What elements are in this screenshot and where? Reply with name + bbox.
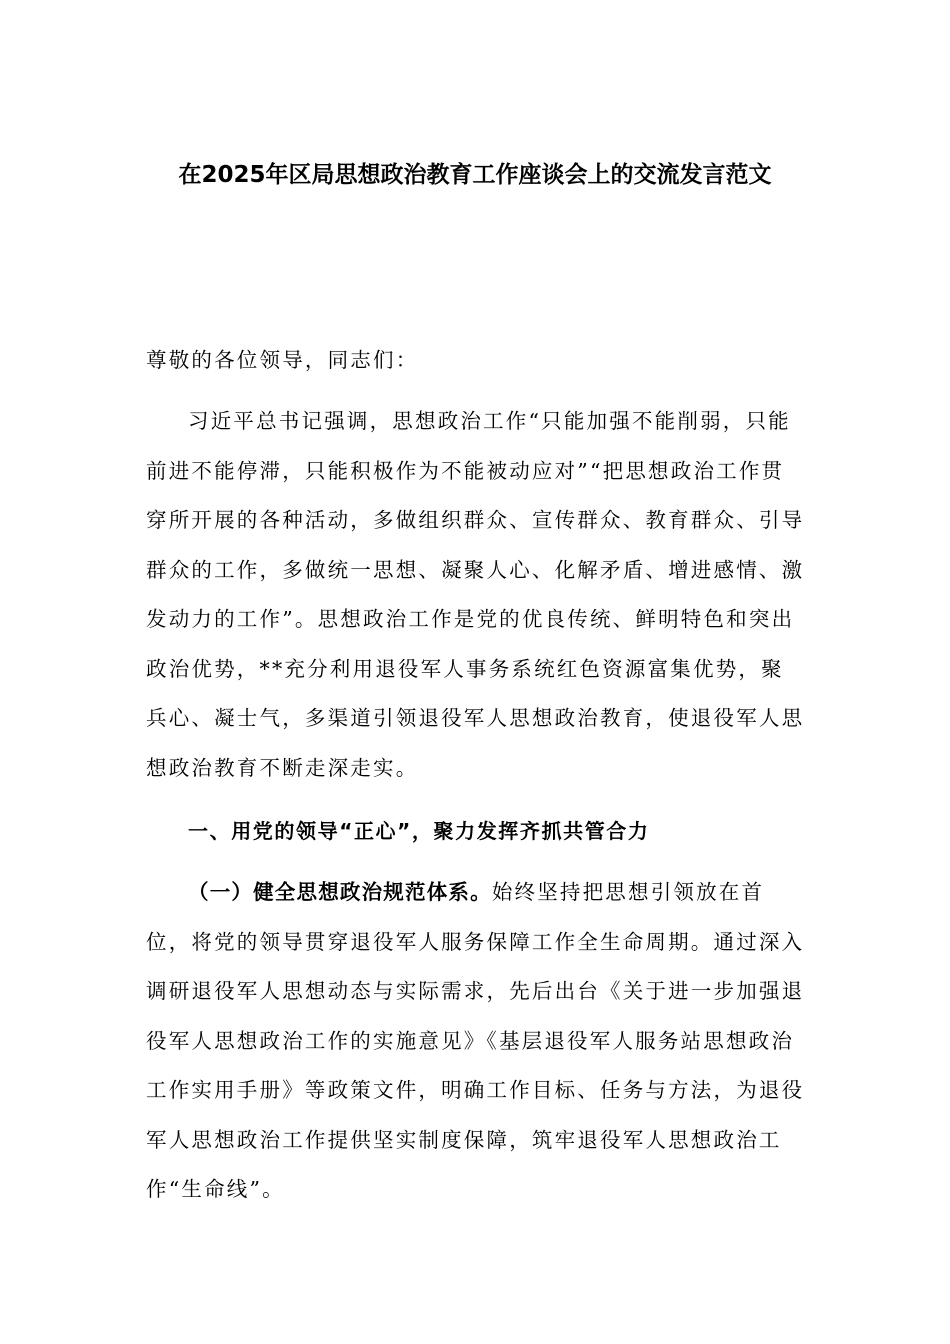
section-heading-1: 一、用党的领导“正心”，聚力发挥齐抓共管合力: [188, 819, 650, 843]
paragraph-intro: 习近平总书记强调，思想政治工作“只能加强不能削弱，只能前进不能停滞，只能积极作为不能被动应对”“把思想政治工作贯穿所开展的各种活动，多做组织群众、宣传群众、教育群众、引导群众的工作，多做统一思想、凝聚人心、化解矛盾、增进感情、激发动力的工作”。思想政治工作是党的优良传统、鲜明特色和突出政治优势，**充分利用退役军人事务系统红色资源富集优势，聚兵心、凝士气，多渠道引领退役军人思想政治教育，使退役军人思想政治教育不断走深走实。: [146, 409, 805, 780]
salutation: 尊敬的各位领导，同志们：: [146, 348, 419, 372]
subsection-text-1: 始终坚持把思想引领放在首位，将党的领导贯穿退役军人服务保障工作全生命周期。通过深入调研退役军人思想动态与实际需求，先后出台《关于进一步加强退役军人思想政治工作的实施意见》《基层退役军人服务站思想政治工作实用手册》等政策文件，明确工作目标、任务与方法，为退役军人思想政治工作提供坚实制度保障，筑牢退役军人思想政治工作“生命线”。: [146, 880, 805, 1201]
paragraph-subsection-1: [146, 868, 806, 1215]
document-title: 在2025年区局思想政治教育工作座谈会上的交流发言范文: [178, 162, 772, 188]
subsection-lead-1: （一）健全思想政治规范体系。: [188, 880, 492, 904]
